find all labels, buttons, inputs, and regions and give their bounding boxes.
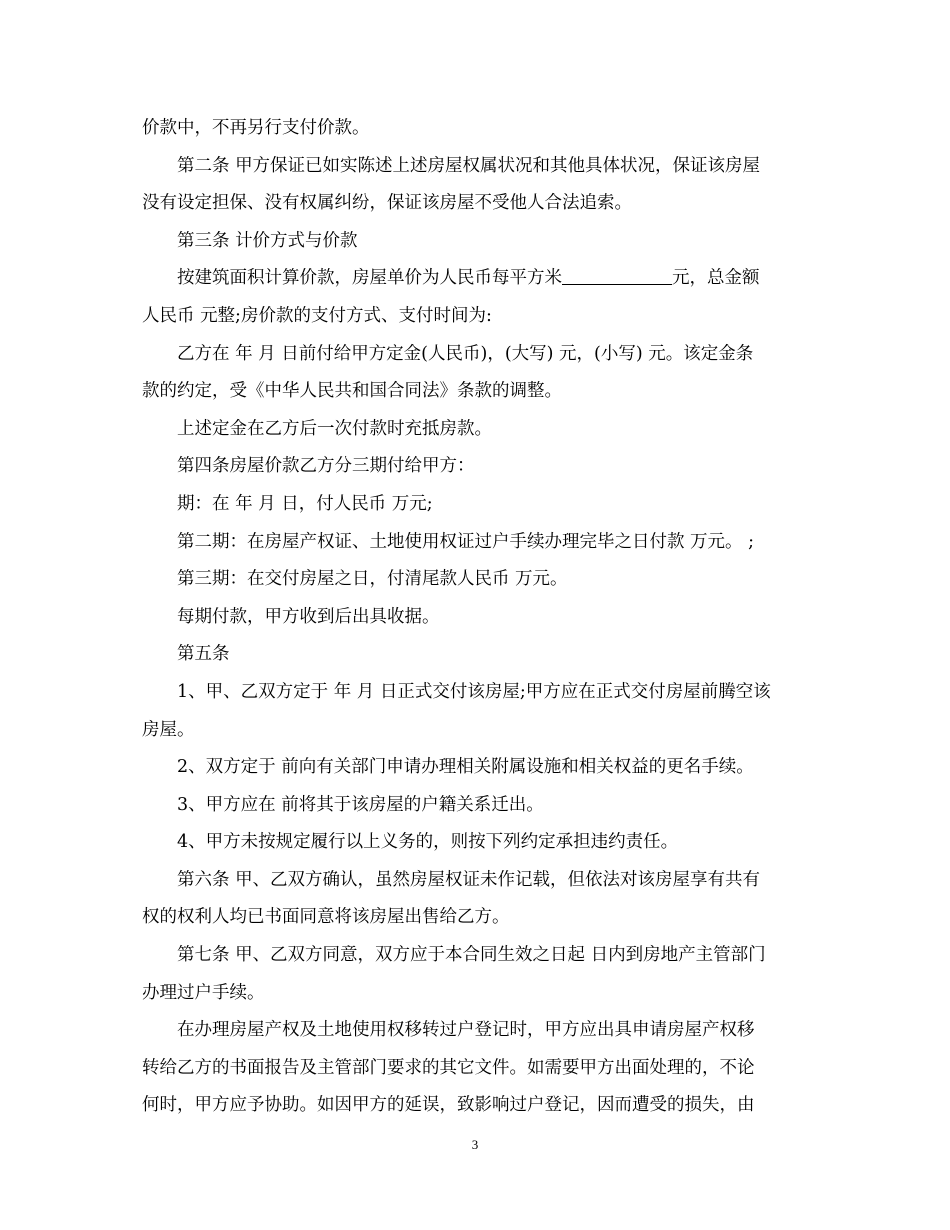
section-heading: 第五条 <box>177 644 230 665</box>
text-line: 2、双方定于 前向有关部门申请办理相关附属设施和相关权益的更名手续。 <box>177 757 754 778</box>
document-body <box>142 110 812 1125</box>
page-number: 3 <box>471 1137 479 1152</box>
text-line: 3、甲方应在 前将其于该房屋的户籍关系迁出。 <box>177 794 544 815</box>
text-line: 上述定金在乙方后一次付款时充抵房款。 <box>177 418 492 439</box>
text-line: 期：在 年 月 日，付人民币 万元; <box>177 493 433 514</box>
section-heading: 第四条房屋价款乙方分三期付给甲方： <box>177 456 475 477</box>
section-heading: 第三条 计价方式与价款 <box>177 230 358 251</box>
text-line: 第二条 甲方保证已如实陈述上述房屋权属状况和其他具体状况，保证该房屋 <box>177 155 761 176</box>
text-line: 第七条 甲、乙双方同意，双方应于本合同生效之日起 日内到房地产主管部门 <box>177 945 766 966</box>
text-line: 第六条 甲、乙双方确认，虽然房屋权证未作记载，但依法对该房屋享有共有 <box>177 869 761 890</box>
text-line <box>142 260 812 298</box>
text-line: 房屋。 <box>142 719 195 740</box>
text-line: 1、甲、乙双方定于 年 月 日正式交付该房屋;甲方应在正式交付房屋前腾空该 <box>177 681 771 702</box>
text-line: 办理过户手续。 <box>142 982 265 1003</box>
text-line: 何时，甲方应予协助。如因甲方的延误，致影响过户登记，因而遭受的损失，由 <box>142 1095 755 1116</box>
text-segment: 按建筑面积计算价款，房屋单价为人民币每平方米 <box>177 268 562 289</box>
text-line: 没有设定担保、没有权属纠纷，保证该房屋不受他人合法追索。 <box>142 193 632 214</box>
text-line: 第二期：在房屋产权证、土地使用权证过户手续办理完毕之日付款 万元。 ; <box>177 531 755 552</box>
text-line: 人民币 元整;房价款的支付方式、支付时间为: <box>142 305 492 326</box>
text-line: 每期付款，甲方收到后出具收据。 <box>177 606 440 627</box>
fill-in-blank <box>562 266 672 285</box>
text-line: 4、甲方未按规定履行以上义务的，则按下列约定承担违约责任。 <box>177 832 679 853</box>
text-line: 第三期：在交付房屋之日，付清尾款人民币 万元。 <box>177 569 568 590</box>
text-line: 权的权利人均已书面同意将该房屋出售给乙方。 <box>142 907 510 928</box>
text-line: 乙方在 年 月 日前付给甲方定金(人民币)，(大写) 元，(小写) 元。该定金条 <box>177 343 754 364</box>
text-line: 款的约定，受《中华人民共和国合同法》条款的调整。 <box>142 381 562 402</box>
text-line: 转给乙方的书面报告及主管部门要求的其它文件。如需要甲方出面处理的，不论 <box>142 1057 755 1078</box>
text-line: 价款中，不再另行支付价款。 <box>142 118 370 138</box>
text-line: 在办理房屋产权及土地使用权移转过户登记时，甲方应出具申请房屋产权移 <box>177 1020 755 1041</box>
text-segment: 元，总金额 <box>672 268 760 289</box>
